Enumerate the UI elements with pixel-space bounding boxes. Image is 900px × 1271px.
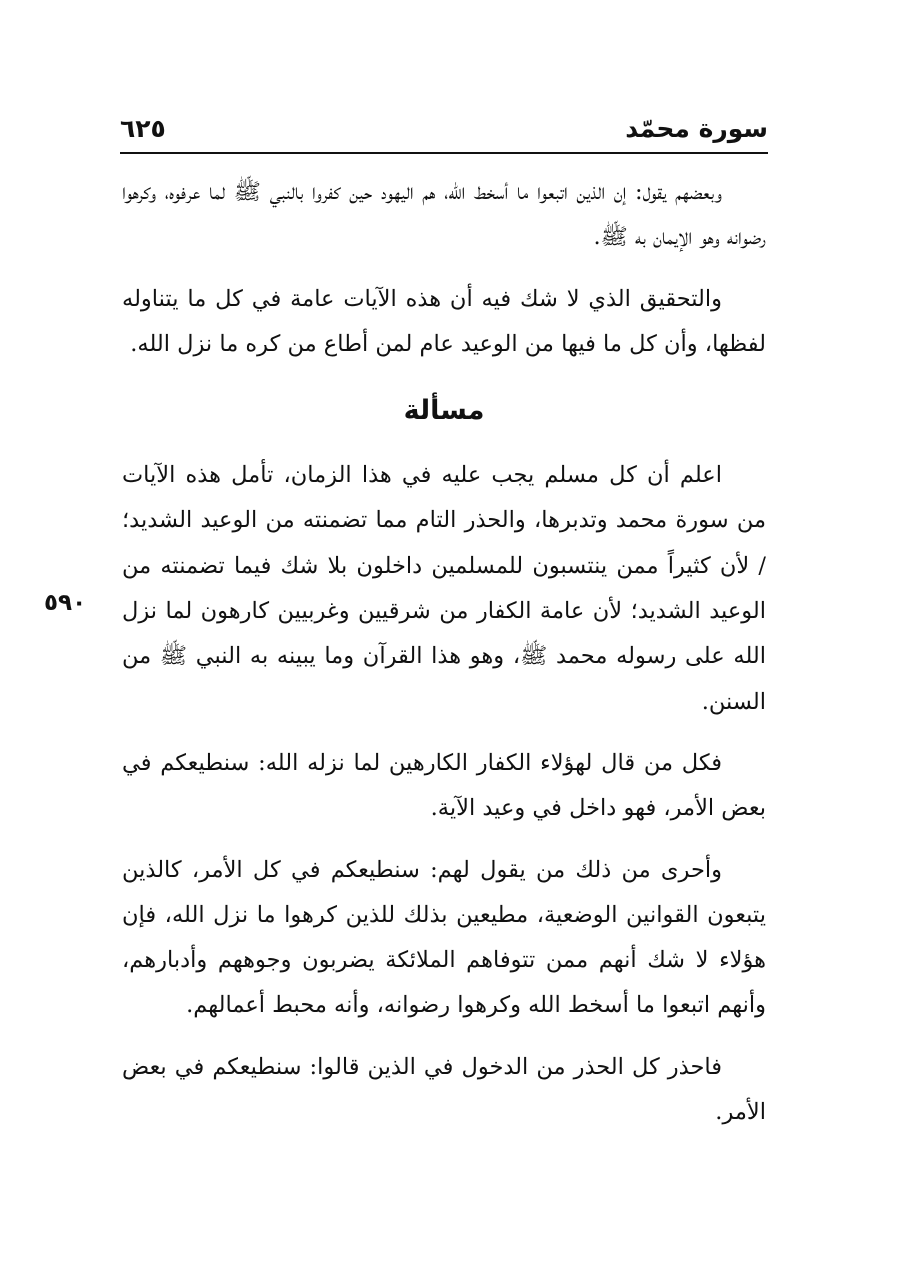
section-heading: مسألة — [403, 395, 485, 427]
header-divider — [120, 152, 768, 154]
paragraph-2: والتحقيق الذي لا شك فيه أن هذه الآيات عامة في كل ما يتناوله لفظها، وأن كل ما فيها من الوعيد عام لمن أطاع من كره ما نزل الله. — [122, 285, 766, 357]
paragraph-3: اعلم أن كل مسلم يجب عليه في هذا الزمان، تأمل هذه الآيات من سورة محمد وتدبرها، والحذر التام مما تضمنته من الوعيد الشديد؛ / لأن كثيراً ممن ينتسبون للمسلمين داخلون بلا شك فيما تضمنته من الوعيد الشديد؛ لأن عامة الكفار من شرقيين وغربيين كارهون لما نزل الله على رسوله محمد ﷺ، وهو هذا القرآن وما يبينه به النبي ﷺ من السنن. — [122, 462, 766, 715]
running-title: سورة محمّد — [625, 114, 768, 143]
page-header — [120, 112, 768, 152]
manuscript-page-marker: ٥٩٠ — [44, 590, 87, 616]
paragraph-6: فاحذر كل الحذر من الدخول في الذين قالوا: سنطيعكم في بعض الأمر. — [122, 1053, 766, 1126]
main-text — [122, 170, 766, 1135]
page-number: ٦٢٥ — [120, 114, 166, 143]
paragraph-1: وبعضهم يقول: إن الذين اتبعوا ما أسخط الله، هم اليهود حين كفروا بالنبي ﷺ لما عرفوه، وكرهوا رضوانه وهو الإيمان به ﷺ. — [122, 179, 766, 251]
paragraph-4: فكل من قال لهؤلاء الكفار الكارهين لما نزله الله: سنطيعكم في بعض الأمر، فهو داخل في وعيد الآية. — [122, 749, 766, 822]
paragraph-5: وأحرى من ذلك من يقول لهم: سنطيعكم في كل الأمر، كالذين يتبعون القوانين الوضعية، مطيعين بذلك للذين كرهوا ما نزل الله، فإن هؤلاء لا شك أنهم ممن تتوفاهم الملائكة يضربون وجوههم وأدبارهم، وأنهم اتبعوا ما أسخط الله وكرهوا رضوانه، وأنه محبط أعمالهم. — [122, 856, 766, 1019]
